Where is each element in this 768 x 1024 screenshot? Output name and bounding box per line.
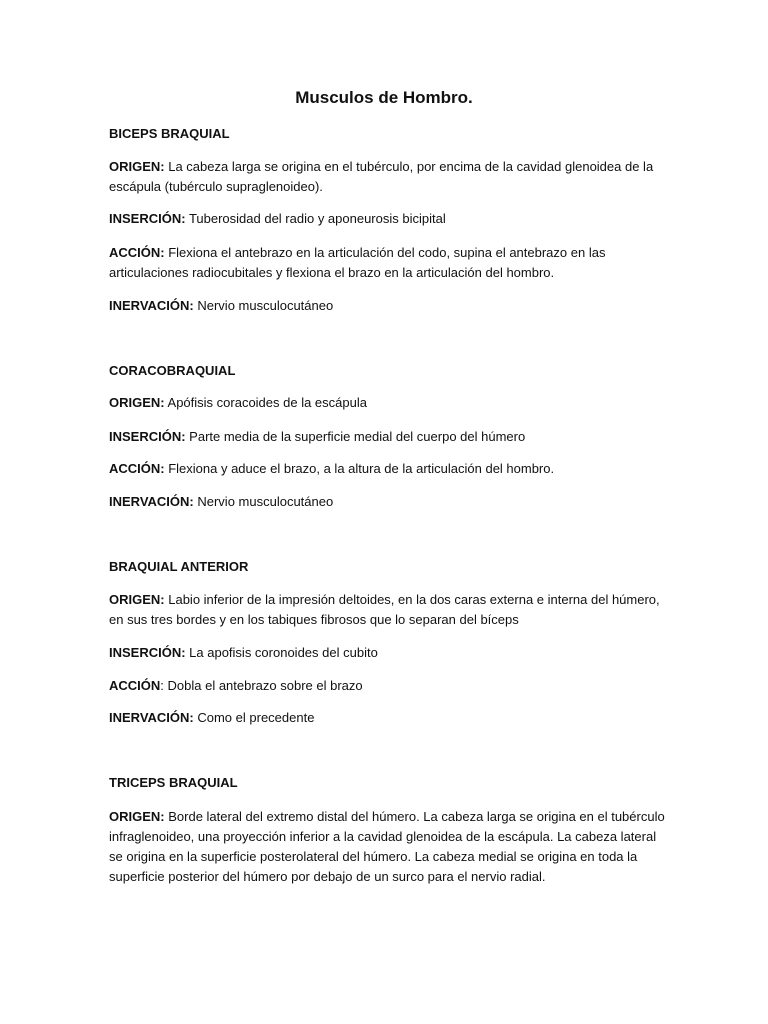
label-accion: ACCIÓN: — [109, 461, 165, 476]
paragraph-accion — [109, 676, 669, 696]
text-accion: Flexiona el antebrazo en la articulación del codo, supina el antebrazo en las articulaciones radiocubitales y flexiona el brazo en la articulación del hombro. — [109, 245, 606, 280]
text-origen: Borde lateral del extremo distal del húmero. La cabeza larga se origina en el tubérculo infraglenoideo, una proyección inferior a la cavidad glenoidea de la escápula. La cabeza lateral se origina en la superficie posterolateral del húmero. La cabeza medial se origina en toda la superficie posterior del húmero por debajo de un surco para el nervio radial. — [109, 809, 665, 884]
paragraph-insercion — [109, 643, 669, 663]
text-inervacion: Como el precedente — [193, 710, 315, 725]
text-inervacion: Nervio musculocutáneo — [193, 494, 334, 509]
text-origen: La cabeza larga se origina en el tubérculo, por encima de la cavidad glenoidea de la escápula (tubérculo supraglenoideo). — [109, 159, 654, 194]
label-accion: ACCIÓN — [109, 678, 161, 693]
section-heading-triceps: TRICEPS BRAQUIAL — [109, 775, 238, 790]
text-origen: Labio inferior de la impresión deltoides, en la dos caras externa e interna del húmero, en sus tres bordes y en los tabiques fibrosos que lo separan del bíceps — [109, 592, 660, 627]
paragraph-insercion — [109, 427, 669, 447]
section-heading-coracobraquial: CORACOBRAQUIAL — [109, 363, 236, 378]
text-origen: Apófisis coracoides de la escápula — [164, 395, 367, 410]
label-insercion: INSERCIÓN: — [109, 211, 186, 226]
paragraph-insercion — [109, 209, 669, 229]
label-inervacion: INERVACIÓN: — [109, 494, 194, 509]
text-insercion: La apofisis coronoides del cubito — [185, 645, 378, 660]
label-origen: ORIGEN: — [109, 159, 165, 174]
paragraph-inervacion — [109, 708, 669, 728]
text-accion: Flexiona y aduce el brazo, a la altura de la articulación del hombro. — [164, 461, 555, 476]
text-insercion: Tuberosidad del radio y aponeurosis bicipital — [185, 211, 446, 226]
paragraph-inervacion — [109, 492, 669, 512]
label-insercion: INSERCIÓN: — [109, 429, 186, 444]
label-insercion: INSERCIÓN: — [109, 645, 186, 660]
page-title: Musculos de Hombro. — [295, 88, 473, 107]
label-origen: ORIGEN: — [109, 395, 165, 410]
paragraph-accion — [109, 459, 669, 479]
label-origen: ORIGEN: — [109, 809, 165, 824]
label-inervacion: INERVACIÓN: — [109, 710, 194, 725]
paragraph-inervacion — [109, 296, 669, 316]
paragraph-origen — [109, 590, 669, 630]
text-insercion: Parte media de la superficie medial del cuerpo del húmero — [185, 429, 526, 444]
section-heading-braquial-anterior: BRAQUIAL ANTERIOR — [109, 559, 249, 574]
paragraph-accion — [109, 243, 669, 283]
text-accion: : Dobla el antebrazo sobre el brazo — [160, 678, 363, 693]
label-inervacion: INERVACIÓN: — [109, 298, 194, 313]
paragraph-origen — [109, 807, 669, 887]
label-accion: ACCIÓN: — [109, 245, 165, 260]
label-origen: ORIGEN: — [109, 592, 165, 607]
paragraph-origen — [109, 157, 669, 197]
text-inervacion: Nervio musculocutáneo — [193, 298, 334, 313]
section-heading-biceps: BICEPS BRAQUIAL — [109, 126, 230, 141]
paragraph-origen — [109, 393, 669, 413]
